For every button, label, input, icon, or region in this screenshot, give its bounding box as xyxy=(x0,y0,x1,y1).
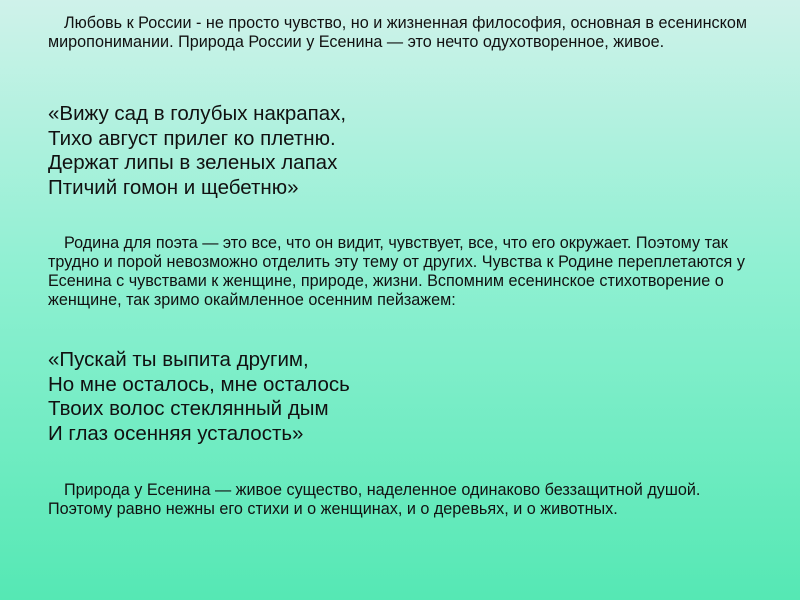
poem-line: Птичий гомон и щебетню» xyxy=(48,175,299,199)
paragraph-homeland: Родина для поэта — это все, что он видит, чувствует, все, что его окружает. Поэтому так трудно и порой невозможно отделить эту тему от других. Чувства к Родине переплетаются у Есенина с чувствами к женщине, природе, жизни. Вспомним есенинское стихотворение о женщине, так зримо окаймленное осенним пейзажем: xyxy=(48,234,745,309)
poem-line: И глаз осенняя усталость» xyxy=(48,421,304,445)
poem-line: «Пускай ты выпита другим, xyxy=(48,348,309,371)
poem-line: Но мне осталось, мне осталось xyxy=(48,372,350,396)
poem-line: «Вижу сад в голубых накрапах, xyxy=(48,102,347,125)
poem-line: Держат липы в зеленых лапах xyxy=(48,151,338,174)
paragraph-intro: Любовь к России - не просто чувство, но и жизненная философия, основная в есенинском миропонимании. Природа России у Есенина — это нечто одухотворенное, живое. xyxy=(48,14,747,51)
poem-quote-1 xyxy=(48,102,346,200)
paragraph-nature: Природа у Есенина — живое существо, наделенное одинаково беззащитной душой. Поэтому равно нежны его стихи и о женщинах, и о деревьях, и о животных. xyxy=(48,481,701,518)
poem-line: Тихо август прилег ко плетню. xyxy=(48,126,336,150)
poem-line: Твоих волос стеклянный дым xyxy=(48,397,329,420)
poem-quote-2 xyxy=(48,348,350,446)
